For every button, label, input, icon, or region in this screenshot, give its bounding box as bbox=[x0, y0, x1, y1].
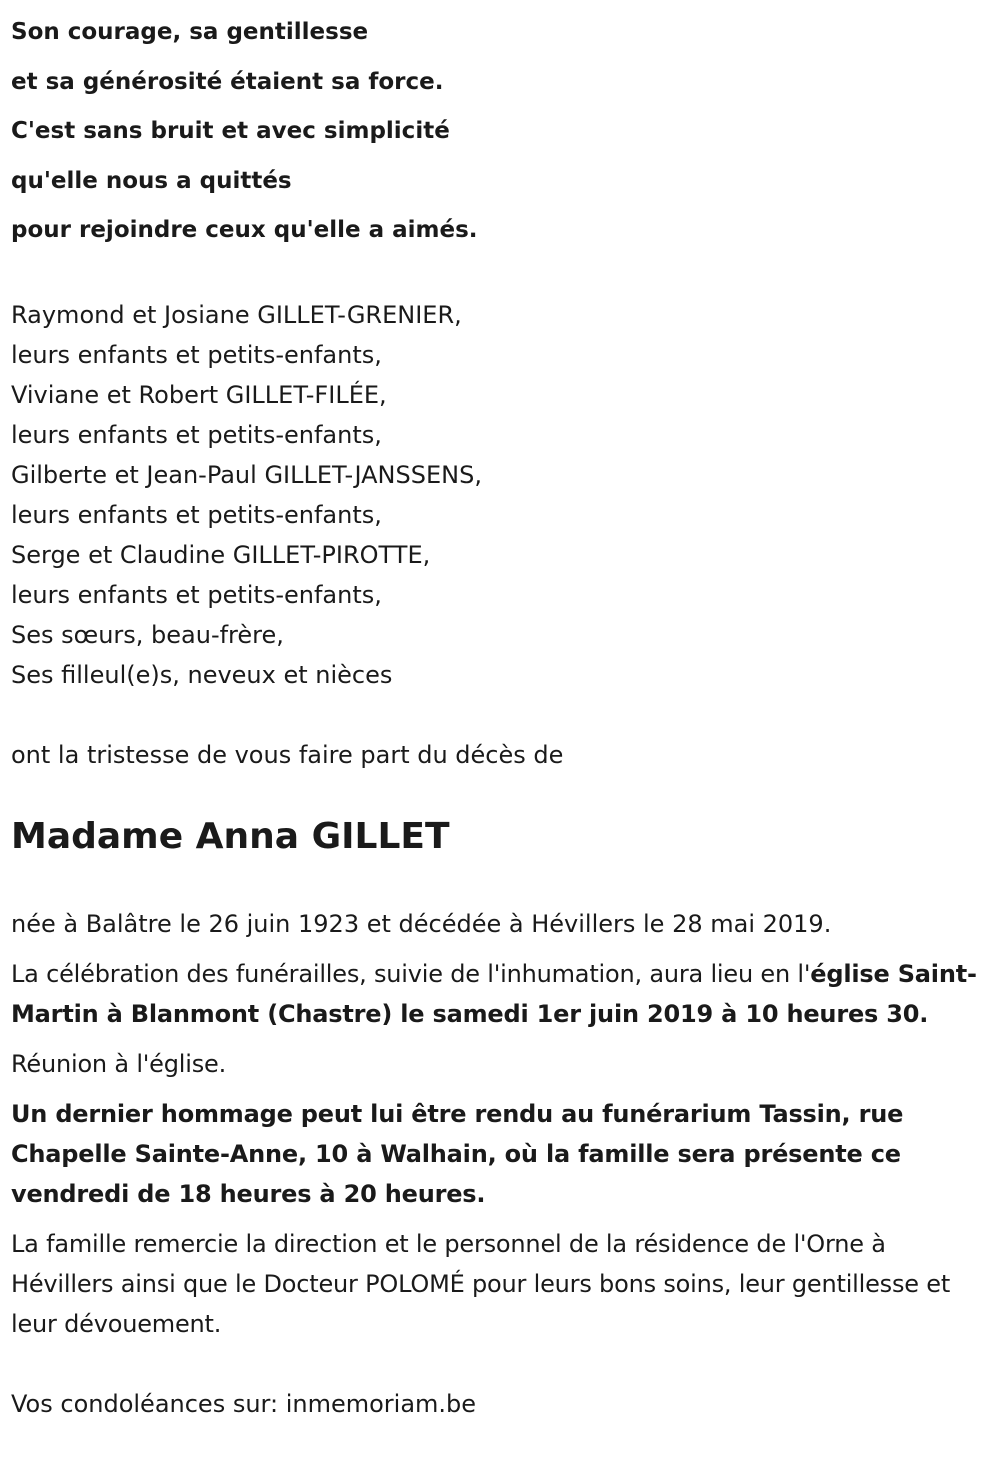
poem bbox=[11, 8, 986, 256]
family-list bbox=[11, 295, 986, 695]
poem-line: C'est sans bruit et avec simplicité bbox=[11, 118, 450, 144]
tribute-text: Un dernier hommage peut lui être rendu au funérarium Tassin, rue Chapelle Sainte-Anne, 10 à Walhain, où la famille sera présente ce vendredi de 18 heures à 20 heures. bbox=[11, 1099, 904, 1208]
ceremony-details: église Saint-Martin à Blanmont (Chastre) le samedi 1er juin 2019 à 10 heures 30. bbox=[11, 959, 977, 1028]
thanks-text: La famille remercie la direction et le personnel de la résidence de l'Orne à Hévillers ainsi que le Docteur POLOMÉ pour leurs bons soins, leur gentillesse et leur dévouement. bbox=[11, 1229, 951, 1338]
poem-line: pour rejoindre ceux qu'elle a aimés. bbox=[11, 217, 478, 243]
family-line: Viviane et Robert GILLET-FILÉE, bbox=[11, 380, 387, 409]
family-line: Serge et Claudine GILLET-PIROTTE, bbox=[11, 540, 431, 569]
poem-line: et sa générosité étaient sa force. bbox=[11, 68, 444, 95]
ceremony-info bbox=[11, 954, 986, 1034]
deceased-name: Madame Anna GILLET bbox=[11, 815, 450, 857]
announcement: ont la tristesse de vous faire part du décès de bbox=[11, 740, 564, 769]
ceremony-prefix: La célébration des funérailles, suivie de l'inhumation, aura lieu en l' bbox=[11, 959, 811, 988]
gathering-info: Réunion à l'église. bbox=[11, 1049, 227, 1078]
family-line: Ses sœurs, beau-frère, bbox=[11, 620, 284, 649]
poem-line: Son courage, sa gentillesse bbox=[11, 19, 369, 45]
poem-line: qu'elle nous a quittés bbox=[11, 167, 292, 194]
family-line: Gilberte et Jean-Paul GILLET-JANSSENS, bbox=[11, 460, 482, 489]
family-line: leurs enfants et petits-enfants, bbox=[11, 500, 382, 529]
obituary-notice bbox=[11, 0, 986, 1424]
family-line: leurs enfants et petits-enfants, bbox=[11, 580, 382, 609]
tribute-info bbox=[11, 1094, 986, 1214]
family-line: Ses filleul(e)s, neveux et nièces bbox=[11, 660, 393, 689]
condolences-link[interactable]: Vos condoléances sur: inmemoriam.be bbox=[11, 1389, 477, 1418]
birth-death-dates: née à Balâtre le 26 juin 1923 et décédée à Hévillers le 28 mai 2019. bbox=[11, 909, 832, 938]
family-line: Raymond et Josiane GILLET-GRENIER, bbox=[11, 300, 462, 329]
family-line: leurs enfants et petits-enfants, bbox=[11, 420, 382, 449]
family-line: leurs enfants et petits-enfants, bbox=[11, 340, 382, 369]
